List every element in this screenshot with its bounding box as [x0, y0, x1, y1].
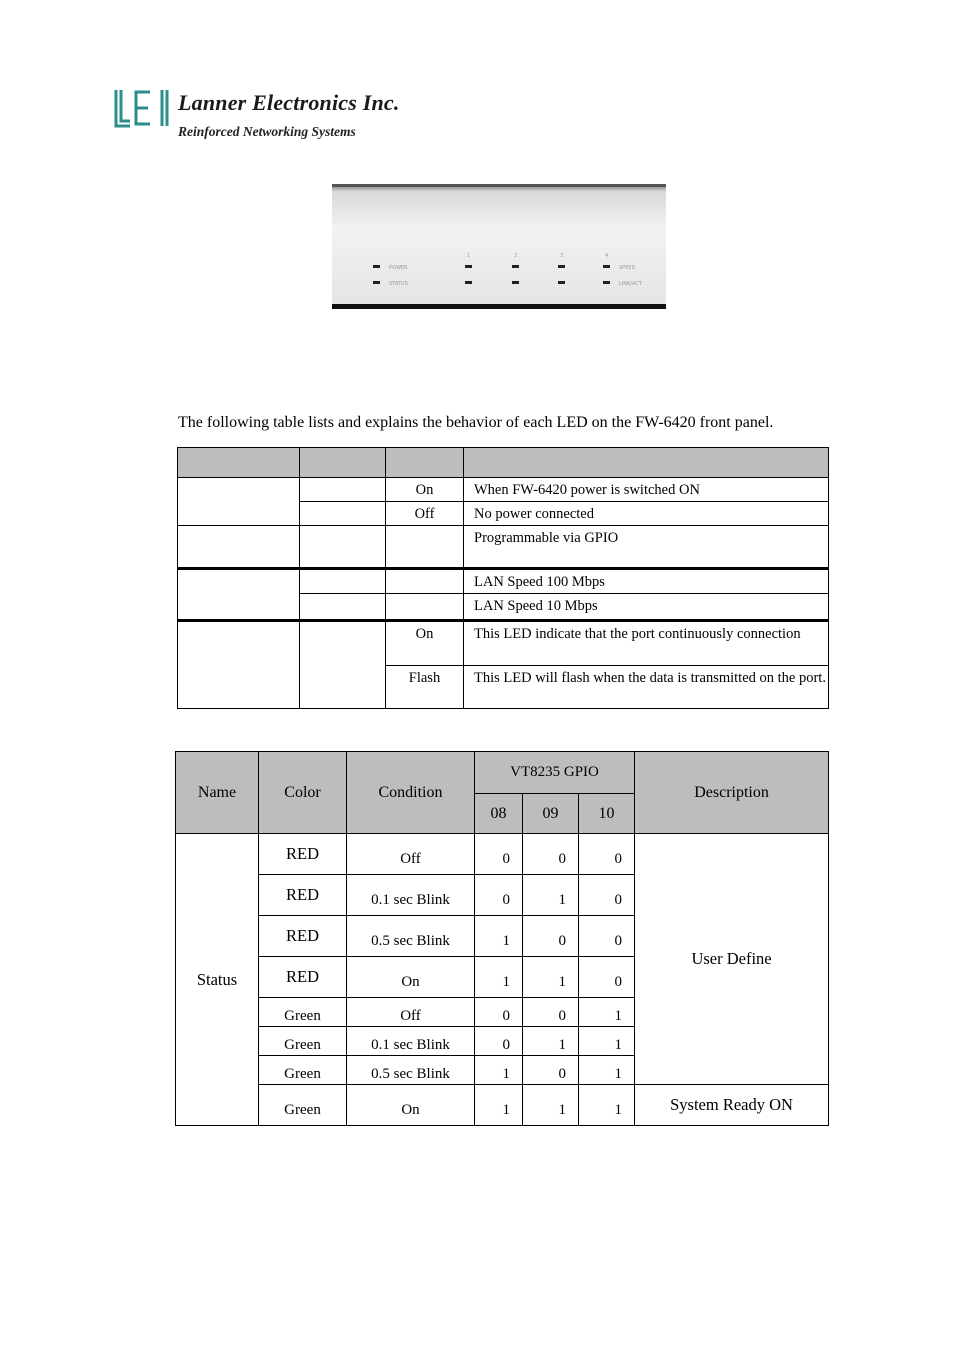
- header-name: Name: [176, 752, 259, 834]
- color-cell: Green: [259, 1085, 347, 1126]
- header-gpio-10: 10: [579, 794, 635, 834]
- port4-speed-led: [603, 265, 610, 268]
- status-label: STATUS: [389, 281, 408, 287]
- gpio08-cell: 1: [475, 1056, 523, 1085]
- led-state-cell: [386, 594, 464, 621]
- gpio09-cell: 0: [523, 834, 579, 875]
- header-color: Color: [259, 752, 347, 834]
- gpio-status-table: [175, 751, 829, 1126]
- gpio10-cell: 0: [579, 834, 635, 875]
- gpio09-cell: 1: [523, 1085, 579, 1126]
- port3-label: 3: [560, 253, 564, 259]
- name-cell: Status: [176, 834, 259, 1126]
- gpio08-cell: 1: [475, 1085, 523, 1126]
- company-name: Lanner Electronics Inc.: [178, 90, 400, 115]
- gpio09-cell: 0: [523, 998, 579, 1027]
- port2-label: 2: [514, 253, 518, 259]
- led-state-cell: [386, 526, 464, 569]
- condition-cell: 0.5 sec Blink: [347, 916, 475, 957]
- header-condition: Condition: [347, 752, 475, 834]
- header-description: Description: [635, 752, 829, 834]
- color-cell: RED: [259, 916, 347, 957]
- condition-cell: On: [347, 1085, 475, 1126]
- led-behavior-table: [177, 447, 829, 709]
- led-color-cell: [300, 569, 386, 594]
- color-cell: RED: [259, 875, 347, 916]
- table-header-row: [176, 752, 829, 794]
- led-state-cell: On: [386, 478, 464, 502]
- table-row: [176, 1085, 829, 1126]
- color-cell: Green: [259, 998, 347, 1027]
- led-state-cell: On: [386, 621, 464, 666]
- gpio09-cell: 0: [523, 1056, 579, 1085]
- condition-cell: 0.1 sec Blink: [347, 875, 475, 916]
- port2-speed-led: [512, 265, 519, 268]
- gpio10-cell: 1: [579, 1027, 635, 1056]
- condition-cell: Off: [347, 834, 475, 875]
- port2-link-led: [512, 281, 519, 284]
- header-gpio: VT8235 GPIO: [475, 752, 635, 794]
- gpio09-cell: 1: [523, 875, 579, 916]
- port4-label: 4: [605, 253, 609, 259]
- condition-cell: Off: [347, 998, 475, 1027]
- gpio08-cell: 0: [475, 998, 523, 1027]
- gpio09-cell: 1: [523, 1027, 579, 1056]
- color-cell: RED: [259, 957, 347, 998]
- led-color-cell: [300, 594, 386, 621]
- led-color-cell: [300, 526, 386, 569]
- color-cell: Green: [259, 1027, 347, 1056]
- description-cell: System Ready ON: [635, 1085, 829, 1126]
- led-desc-cell: Programmable via GPIO: [464, 526, 829, 569]
- led-desc-cell: LAN Speed 10 Mbps: [464, 594, 829, 621]
- condition-cell: 0.1 sec Blink: [347, 1027, 475, 1056]
- color-cell: Green: [259, 1056, 347, 1085]
- company-tagline: Reinforced Networking Systems: [178, 124, 356, 139]
- table-row: [178, 621, 829, 666]
- table-row: [176, 834, 829, 875]
- port3-link-led: [558, 281, 565, 284]
- gpio08-cell: 1: [475, 957, 523, 998]
- gpio08-cell: 1: [475, 916, 523, 957]
- port1-link-led: [465, 281, 472, 284]
- gpio10-cell: 0: [579, 957, 635, 998]
- table-row: [178, 478, 829, 502]
- condition-cell: 0.5 sec Blink: [347, 1056, 475, 1085]
- led-color-cell: [300, 478, 386, 502]
- gpio08-cell: 0: [475, 834, 523, 875]
- led-name-cell: [178, 526, 300, 569]
- port3-speed-led: [558, 265, 565, 268]
- led-state-cell: Flash: [386, 666, 464, 709]
- header-gpio-09: 09: [523, 794, 579, 834]
- header-cell: [178, 448, 300, 478]
- table-row: [178, 526, 829, 569]
- led-state-cell: [386, 569, 464, 594]
- led-name-cell: [178, 621, 300, 709]
- port4-link-led: [603, 281, 610, 284]
- gpio09-cell: 1: [523, 957, 579, 998]
- led-desc-cell: No power connected: [464, 502, 829, 526]
- power-label: POWER: [389, 265, 408, 271]
- gpio09-cell: 0: [523, 916, 579, 957]
- gpio10-cell: 0: [579, 875, 635, 916]
- company-logo: [112, 86, 412, 146]
- table-header-row: [178, 448, 829, 478]
- gpio10-cell: 0: [579, 916, 635, 957]
- led-desc-cell: This LED will flash when the data is transmitted on the port.: [464, 666, 829, 709]
- gpio10-cell: 1: [579, 998, 635, 1027]
- led-desc-cell: When FW-6420 power is switched ON: [464, 478, 829, 502]
- led-name-cell: [178, 478, 300, 526]
- gpio10-cell: 1: [579, 1085, 635, 1126]
- port1-speed-led: [465, 265, 472, 268]
- power-led: [373, 265, 380, 268]
- led-desc-cell: LAN Speed 100 Mbps: [464, 569, 829, 594]
- port1-label: 1: [467, 253, 471, 259]
- led-color-cell: [300, 502, 386, 526]
- link-act-label: LINK/ACT: [619, 281, 642, 287]
- led-state-cell: Off: [386, 502, 464, 526]
- led-name-cell: [178, 569, 300, 621]
- gpio08-cell: 0: [475, 875, 523, 916]
- description-cell: User Define: [635, 834, 829, 1085]
- header-cell: [300, 448, 386, 478]
- lei-logo-mark: [112, 88, 172, 128]
- front-panel-photo: [332, 184, 666, 309]
- header-cell: [386, 448, 464, 478]
- status-led: [373, 281, 380, 284]
- header-gpio-08: 08: [475, 794, 523, 834]
- led-desc-cell: This LED indicate that the port continuously connection: [464, 621, 829, 666]
- gpio10-cell: 1: [579, 1056, 635, 1085]
- color-cell: RED: [259, 834, 347, 875]
- gpio08-cell: 0: [475, 1027, 523, 1056]
- intro-text: The following table lists and explains the behavior of each LED on the FW-6420 front panel.: [178, 414, 774, 431]
- header-cell: [464, 448, 829, 478]
- led-color-cell: [300, 621, 386, 709]
- speed-label: SPEED: [619, 265, 636, 271]
- table-row: [178, 569, 829, 594]
- condition-cell: On: [347, 957, 475, 998]
